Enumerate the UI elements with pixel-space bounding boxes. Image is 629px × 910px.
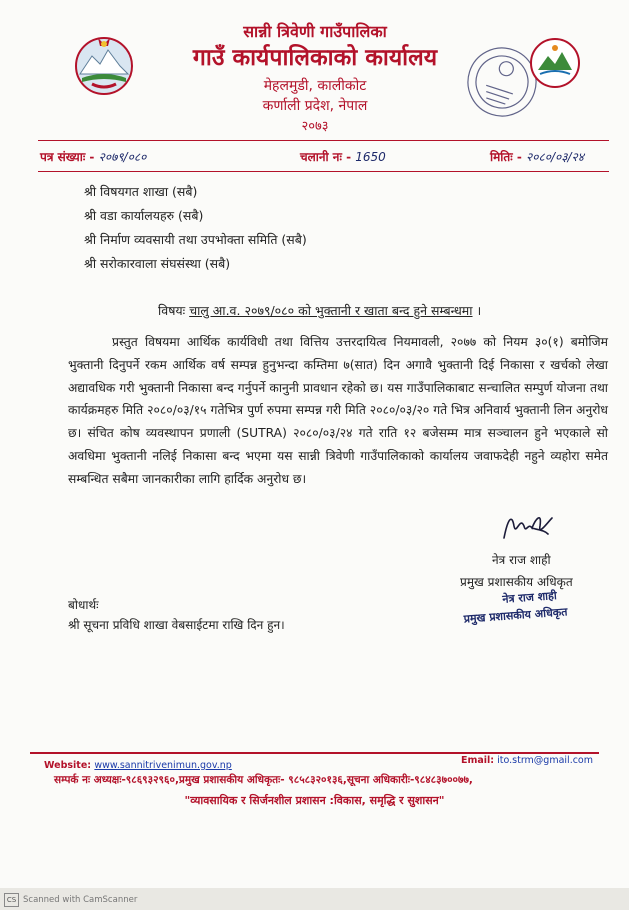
dispatch-number <box>300 148 386 165</box>
contact-numbers: सम्पर्क नः अध्यक्षः-९८६९३२९६०,प्रमुख प्रशासकीय अधिकृतः- ९८५८३२०१३६,सूचना अधिकारीः-९८४८३७००७७, <box>54 774 473 786</box>
subject-end: । <box>472 303 482 318</box>
scanner-text: Scanned with CamScanner <box>23 895 138 905</box>
letter-date <box>490 148 584 165</box>
website-link[interactable]: www.sannitrivenimun.gov.np <box>94 760 232 771</box>
scanner-watermark <box>4 893 137 907</box>
letter-date-label: मितिः - <box>490 150 522 164</box>
letter-number-value: २०७९/०८० <box>98 150 147 164</box>
recipient-line: श्री वडा कार्यालयहरु (सबै) <box>84 208 204 223</box>
email-label: Email: <box>460 755 495 766</box>
establishment-year: २०७३ <box>301 119 329 134</box>
camscanner-icon: CS <box>4 893 19 907</box>
email-link[interactable]: ito.strm@gmail.com <box>497 755 593 766</box>
footer-divider <box>30 752 599 754</box>
letter-date-value: २०८०/०३/२४ <box>526 150 585 164</box>
letter-number <box>40 148 146 165</box>
nepal-emblem-icon <box>70 30 138 98</box>
office-name: गाउँ कार्यपालिकाको कार्यालय <box>192 45 438 71</box>
municipality-name: सान्नी त्रिवेणी गाउँपालिका <box>243 22 387 41</box>
handwritten-signature-icon <box>498 508 558 546</box>
province-line: कर्णाली प्रदेश, नेपाल <box>262 98 368 114</box>
recipient-line: श्री निर्माण व्यवसायी तथा उपभोक्ता समिति (सबै) <box>84 232 307 247</box>
municipality-logo-icon <box>528 36 582 90</box>
website-label: Website: <box>44 760 92 771</box>
address-line: मेहलमुडी, कालीकोट <box>263 78 367 94</box>
cc-label: बोधार्थः <box>68 598 99 612</box>
signatory-name: नेत्र राज शाही <box>492 553 551 567</box>
recipient-line: श्री विषयगत शाखा (सबै) <box>84 184 198 199</box>
dispatch-number-label: चलानी नः - <box>300 150 352 164</box>
subject-text: चालु आ.व. २०७९/०८० को भुक्तानी र खाता बन्द हुने सम्बन्धमा <box>189 303 473 318</box>
reference-divider <box>38 171 609 172</box>
letter-body: प्रस्तुत विषयमा आर्थिक कार्यविधी तथा वित्तिय उत्तरदायित्व नियमावली, २०७७ को नियम ३०(१) बमोजिम भुक्तानी दिनुपर्ने रकम आर्थिक वर्ष सम्पन्न हुनुभन्दा कम्तिमा ७(सात) दिन अगावै भुक्तानी दिई निकासा र खर्चको लेखा अद्यावधिक गरी भुक्तानी निकासा बन्द गर्नुपर्ने कानुनी प्रावधान रहेको छ। यस गाउँपालिकाबाट सन्चालित सम्पुर्ण योजना तथा कार्यक्रमहरु मिति २०८०/०३/१५ गतेभित्र पुर्ण रुपमा सम्पन्न गरी मिति २०८०/०३/२० गते भित्र अनिवार्य भुक्तानी लिन अनुरोध छ। संचित कोष व्यवस्थापन प्रणाली (SUTRA) २०८०/०३/२४ गते राति १२ बजेसम्म मात्र सञ्चालन हुने भएकाले सो अवधिमा भुक्तानी नलिई निकासा बन्द भएमा यस सान्नी त्रिवेणी गाउँपालिकाको कार्यालय जवाफदेही नहुने व्यहोरा समेत सम्बन्धित सबैमा जानकारीका लागि हार्दिक अनुरोध छ। <box>68 335 608 486</box>
letter-subject <box>158 302 481 319</box>
recipient-line: श्री सरोकारवाला संघसंस्था (सबै) <box>84 256 231 271</box>
email-line <box>461 755 593 766</box>
header-divider <box>38 140 609 141</box>
signatory-title: प्रमुख प्रशासकीय अधिकृत <box>460 575 573 589</box>
website-line <box>44 760 232 771</box>
stamp-title: प्रमुख प्रशासकीय अधिकृत <box>463 605 568 626</box>
office-motto: "व्यावसायिक र सिर्जनशील प्रशासन :विकास, समृद्धि र सुशासन" <box>184 794 445 807</box>
letter-number-label: पत्र संख्याः - <box>40 150 95 164</box>
stamp-name: नेत्र राज शाही <box>501 589 558 606</box>
dispatch-number-value: 1650 <box>355 150 386 164</box>
subject-label: विषयः <box>158 303 186 318</box>
signatory-stamp <box>462 586 568 627</box>
cc-item: श्री सूचना प्रविधि शाखा वेबसाईटमा राखि दिन हुन। <box>68 618 285 632</box>
